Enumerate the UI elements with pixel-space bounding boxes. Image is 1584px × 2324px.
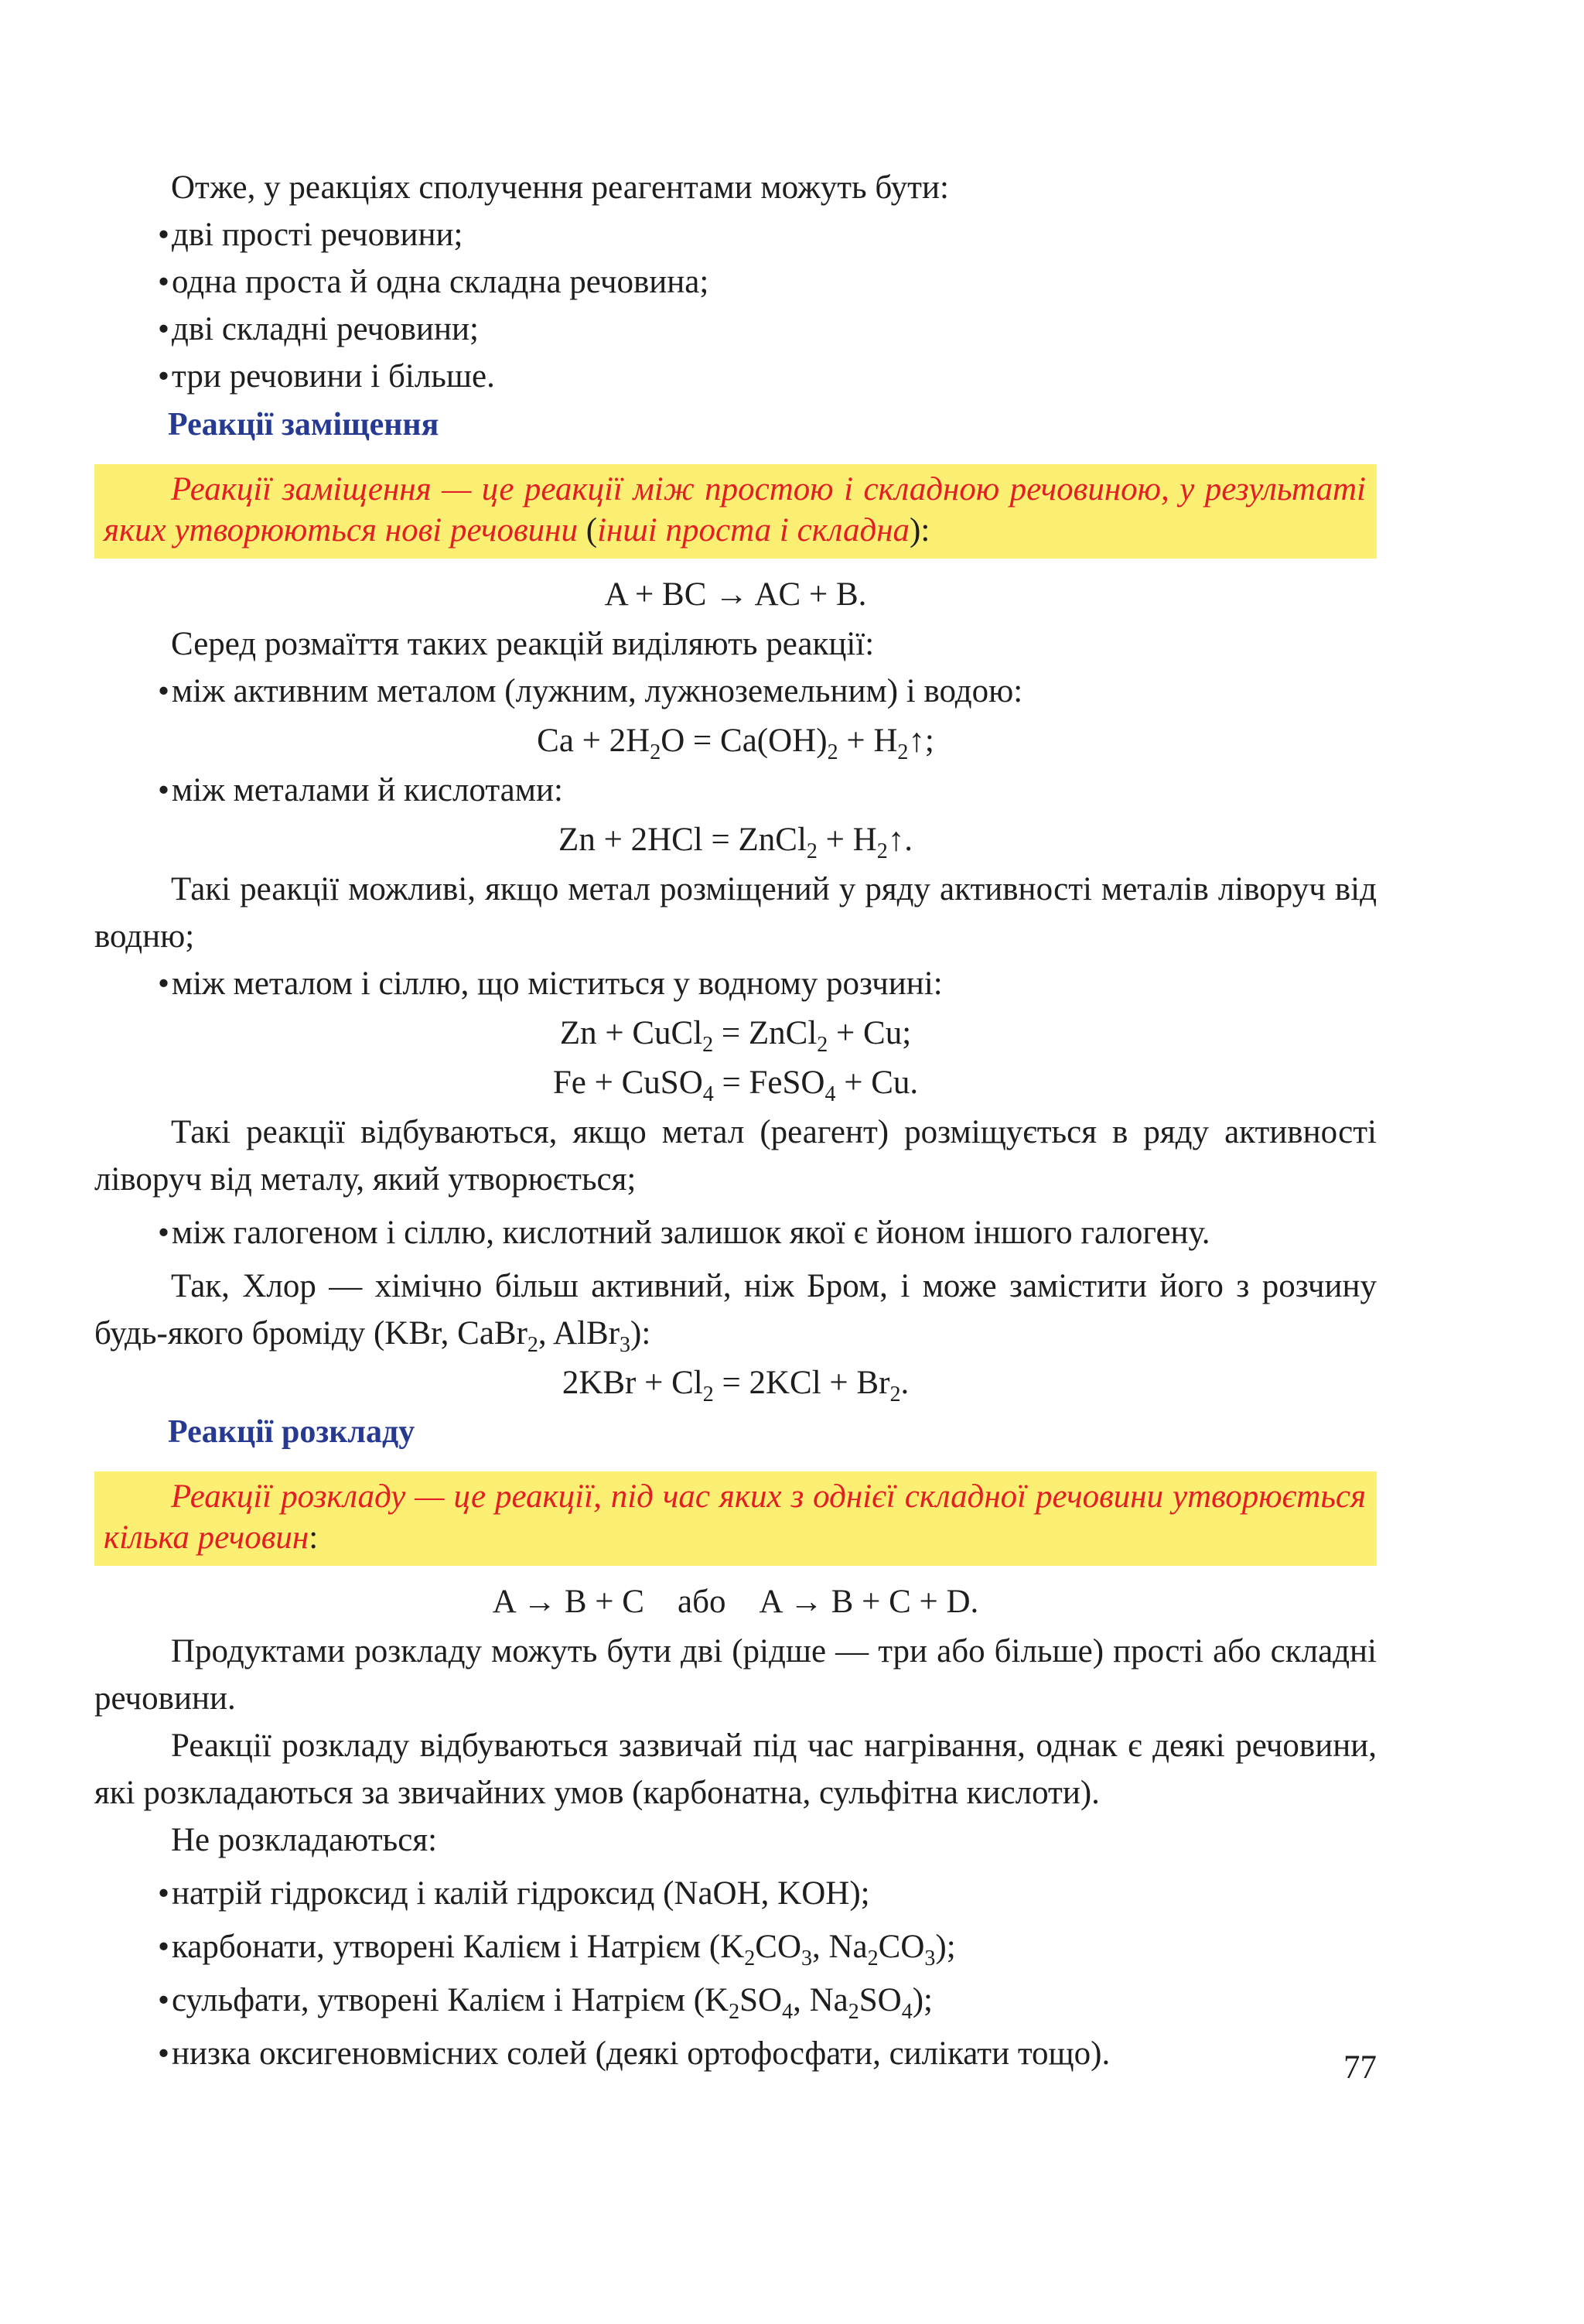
list-item: • між металом і сіллю, що міститься у водному розчині: xyxy=(94,960,1377,1007)
substitution-lead: Серед розмаїття таких реакцій виділяють реакції: xyxy=(171,626,875,662)
list-item: • сульфати, утворені Калієм і Натрієм ($K_2SO_4$, $Na_2SO_4$); xyxy=(94,1977,1377,2024)
substitution-scheme: A + BC → AC + B. xyxy=(604,576,867,613)
list-item: • натрій гідроксид і калій гідроксид (NaOH, KOH); xyxy=(94,1870,1377,1917)
equation-zn-cucl2: Zn + CuCl$_2$ = ZnCl$_2$ + Cu; xyxy=(559,1015,912,1057)
note-salt: Такі реакції відбуваються, якщо метал (реагент) розміщується в ряду активності ліворуч від металу, який утворюється; xyxy=(94,1114,1377,1198)
decomposition-para2: Реакції розкладу відбуваються зазвичай під час нагрівання, однак є деякі речовини, які розкладаються за звичайних умов (карбонатна, сульфітна кислоти). xyxy=(94,1728,1377,1811)
list-item: • карбонати, утворені Калієм і Натрієм ($K_2CO_3$, $Na_2CO_3$); xyxy=(94,1923,1377,1970)
equation-zn-hcl: Zn + 2HCl = ZnCl$_2$ + $H_2↑$. xyxy=(558,822,913,863)
intro-bullet-list xyxy=(94,211,1377,400)
section-heading-substitution: Реакції заміщення xyxy=(168,407,439,443)
decomposition-para1: Продуктами розкладу можуть бути дві (рідше — три або більше) прості або складні речовини. xyxy=(94,1633,1377,1717)
page-number: 77 xyxy=(1343,2049,1377,2086)
equation-kbr-cl2: $2KBr + Cl_2 = 2KCl + Br_2$. xyxy=(562,1365,910,1406)
list-item: • одна проста й одна складна речовина; xyxy=(94,258,1377,306)
equation-fe-cuso4: Fe + CuSO$_4$ = FeSO$_4$ + Cu. xyxy=(552,1065,919,1106)
equation-ca-water: $Ca + 2H_2O = Ca(OH)_2$ + $H_2↑$; xyxy=(537,723,934,764)
section-heading-decomposition: Реакції розкладу xyxy=(168,1414,415,1450)
definition-text: Реакції розкладу — це реакції, під час яких з однієї складної речовини утворюється кілька речовин xyxy=(104,1478,1366,1556)
note-halogen: Так, Хлор — хімічно більш активний, ніж Бром, і може замістити його з розчину будь-якого броміду (KBr, CaBr$_2$, AlBr$_3$): xyxy=(94,1268,1377,1357)
list-item: • між металами й кислотами: xyxy=(94,767,1377,814)
list-item: • дві прості речовини; xyxy=(94,211,1377,258)
intro-text: Отже, у реакціях сполучення реагентами можуть бути: xyxy=(171,169,949,206)
list-item: • дві складні речовини; xyxy=(94,306,1377,353)
not-decompose-lead: Не розкладаються: xyxy=(171,1822,438,1858)
definition-text: Реакції заміщення — це реакції між простою і складною речовиною, у результаті яких утворюються нові речовини xyxy=(104,471,1366,549)
page-content xyxy=(94,164,1377,2077)
list-item: • між галогеном і сіллю, кислотний залишок якої є йоном іншого галогену. xyxy=(94,1209,1377,1256)
list-item: • низка оксигеновмісних солей (деякі ортофосфати, силікати тощо). xyxy=(94,2030,1377,2077)
definition-box-substitution: Реакції заміщення — це реакції між простою і складною речовиною, у результаті яких утворюються нові речовини (інші проста і складна): xyxy=(94,464,1377,559)
definition-box-decomposition: Реакції розкладу — це реакції, під час яких з однієї складної речовини утворюється кілька речовин: xyxy=(94,1471,1377,1566)
list-item: • між активним металом (лужним, лужноземельним) і водою: xyxy=(94,668,1377,715)
decomposition-scheme: A → B + C або A → B + C + D. xyxy=(492,1584,979,1620)
list-item: • три речовини і більше. xyxy=(94,353,1377,400)
note-acids: Такі реакції можливі, якщо метал розміщений у ряду активності металів ліворуч від водню; xyxy=(94,871,1377,955)
